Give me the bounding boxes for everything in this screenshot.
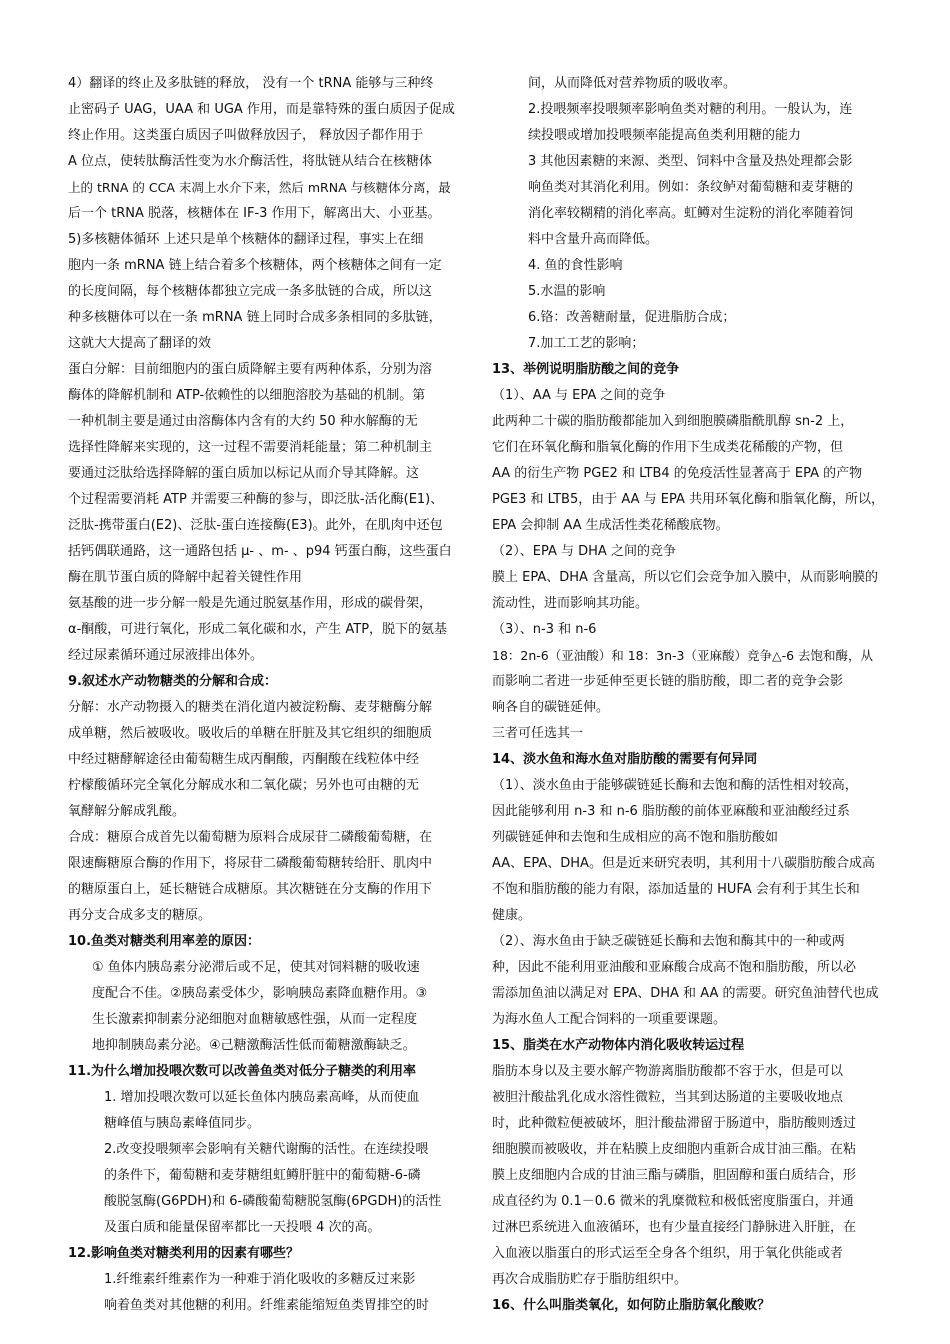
section-heading: 11.为什么增加投喂次数可以改善鱼类对低分子糖类的利用率 — [68, 1064, 417, 1079]
text-line: 种，因此不能利用亚油酸和亚麻酸合成高不饱和脂肪酸，所以必 — [492, 960, 857, 975]
text-line: AA、EPA、DHA。但是近来研究表明，其利用十八碳脂肪酸合成高 — [492, 856, 875, 871]
text-line: 再次合成脂肪贮存于脂肪组织中。 — [492, 1272, 688, 1287]
text-line: 糖峰值与胰岛素峰值同步。 — [104, 1116, 261, 1131]
text-line: 生长激素抑制素分泌细胞对血糖敏感性强，从而一定程度 — [92, 1012, 418, 1027]
text-line: 泛肽-携带蛋白(E2)、泛肽-蛋白连接酶(E3)。此外，在肌肉中还包 — [68, 518, 443, 533]
text-line: 选择性降解来实现的，这一过程不需要消耗能量；第二种机制主 — [68, 440, 433, 455]
text-line: 一种机制主要是通过由溶酶体内含有的大约 50 种水解酶的无 — [68, 414, 418, 429]
text-line: （1）、淡水鱼由于能够碳链延长酶和去饱和酶的活性相对较高， — [492, 778, 858, 793]
text-line: 4. 鱼的食性影响 — [528, 258, 623, 273]
text-line: 度配合不佳。②胰岛素受体少，影响胰岛素降血糖作用。③ — [92, 986, 428, 1001]
text-line: 续投喂或增加投喂频率能提高鱼类利用糖的能力 — [528, 128, 802, 143]
text-line: PGE3 和 LTB5，由于 AA 与 EPA 共用环氧化酶和脂氧化酶，所以， — [492, 492, 885, 507]
text-line: 料中含量升高而降低。 — [528, 232, 659, 247]
text-line: 止密码子 UAG，UAA 和 UGA 作用，而是靠特殊的蛋白质因子促成 — [68, 102, 455, 117]
section-heading: 10.鱼类对糖类利用率差的原因： — [68, 934, 261, 949]
text-line: 消化率较糊精的消化率高。虹鳟对生淀粉的消化率随着饲 — [528, 206, 854, 221]
text-line: 氨基酸的进一步分解一般是先通过脱氨基作用，形成的碳骨架， — [68, 596, 433, 611]
text-line: 而影响二者进一步延伸至更长链的脂肪酸，即二者的竞争会影 — [492, 674, 844, 689]
text-line: 氧酵解分解成乳酸。 — [68, 804, 186, 819]
text-line: 6.铬：改善糖耐量，促进脂肪合成； — [528, 310, 736, 325]
text-line: 5.水温的影响 — [528, 284, 606, 299]
text-line: （2）、EPA 与 DHA 之间的竞争 — [492, 544, 676, 559]
text-line: 7.加工工艺的影响； — [528, 336, 645, 351]
text-line: 成直径约为 0.1－0.6 微米的乳糜微粒和极低密度脂蛋白，并通 — [492, 1194, 854, 1209]
text-line: 响着鱼类对其他糖的利用。纤维素能缩短鱼类胃排空的时 — [104, 1298, 430, 1313]
text-line: 中经过糖酵解途径由葡萄糖生成丙酮酸，丙酮酸在线粒体中经 — [68, 752, 420, 767]
text-line: 2.改变投喂频率会影响有关糖代谢酶的活性。在连续投喂 — [104, 1142, 429, 1157]
section-heading: 16、什么叫脂类氧化，如何防止脂肪氧化酸败？ — [492, 1298, 771, 1313]
text-line: 为海水鱼人工配合饲料的一项重要课题。 — [492, 1012, 727, 1027]
text-line: 膜上皮细胞内合成的甘油三酯与磷脂，胆固醇和蛋白质结合，形 — [492, 1168, 857, 1183]
section-heading: 13、举例说明脂肪酸之间的竞争 — [492, 362, 680, 377]
text-line: （3）、n-3 和 n-6 — [492, 622, 597, 637]
text-line: 的糖原蛋白上，延长糖链合成糖原。其次糖链在分支酶的作用下 — [68, 882, 433, 897]
text-line: 合成：糖原合成首先以葡萄糖为原料合成尿苷二磷酸葡萄糖，在 — [68, 830, 433, 845]
section-heading: 14、淡水鱼和海水鱼对脂肪酸的需要有何异同 — [492, 752, 758, 767]
text-line: 地抑制胰岛素分泌。④己糖激酶活性低而葡糖激酶缺乏。 — [92, 1038, 416, 1053]
text-line: 酶在肌节蛋白质的降解中起着关键性作用 — [68, 570, 303, 585]
text-line: 流动性，进而影响其功能。 — [492, 596, 649, 611]
text-line: 成单糖，然后被吸收。吸收后的单糖在肝脏及其它组织的细胞质 — [68, 726, 433, 741]
section-heading: 15、脂类在水产动物体内消化吸收转运过程 — [492, 1038, 745, 1053]
text-line: 再分支合成多支的糖原。 — [68, 908, 212, 923]
text-line: 它们在环氧化酶和脂氧化酶的作用下生成类花稀酸的产物，但 — [492, 440, 844, 455]
text-line: 响鱼类对其消化利用。例如：条纹鲈对葡萄糖和麦芽糖的 — [528, 180, 854, 195]
text-line: 个过程需要消耗 ATP 并需要三种酶的参与，即泛肽-活化酶(E1)、 — [68, 492, 444, 507]
text-line: 18：2n-6（亚油酸）和 18：3n-3（亚麻酸）竞争△-6 去饱和酶，从 — [492, 648, 874, 663]
text-line: 过淋巴系统进入血液循环，也有少量直接经门静脉进入肝脏，在 — [492, 1220, 857, 1235]
text-line: 1. 增加投喂次数可以延长鱼体内胰岛素高峰，从而使血 — [104, 1090, 420, 1105]
text-line: α-酮酸，可进行氧化，形成二氧化碳和水，产生 ATP，脱下的氨基 — [68, 622, 448, 637]
text-line: （2）、海水鱼由于缺乏碳链延长酶和去饱和酶其中的一种或两 — [492, 934, 845, 949]
text-line: （1）、AA 与 EPA 之间的竞争 — [492, 388, 666, 403]
text-line: 胞内一条 mRNA 链上结合着多个核糖体，两个核糖体之间有一定 — [68, 258, 442, 273]
text-line: 终止作用。这类蛋白质因子叫做释放因子， 释放因子都作用于 — [68, 128, 424, 143]
text-line: 细胞膜而被吸收，并在粘膜上皮细胞内重新合成甘油三酯。在粘 — [492, 1142, 857, 1157]
text-line: 三者可任选其一 — [492, 726, 584, 741]
text-line: 响各自的碳链延伸。 — [492, 700, 610, 715]
text-line: 的条件下，葡萄糖和麦芽糖组虹鳟肝脏中的葡萄糖-6-磷 — [104, 1168, 421, 1183]
text-line: 入血液以脂蛋白的形式运至全身各个组织，用于氧化供能或者 — [492, 1246, 844, 1261]
text-line: 3 其他因素糖的来源、类型、饲料中含量及热处理都会影 — [528, 154, 853, 169]
text-line: 健康。 — [492, 908, 532, 923]
text-line: 时，此种微粒便被破坏，胆汁酸盐滞留于肠道中，脂肪酸则透过 — [492, 1116, 857, 1131]
text-line: 酸脱氢酶(G6PDH)和 6-磷酸葡萄糖脱氢酶(6PGDH)的活性 — [104, 1194, 442, 1209]
section-heading: 12.影响鱼类对糖类利用的因素有哪些？ — [68, 1246, 300, 1261]
text-line: 后一个 tRNA 脱落，核糖体在 IF-3 作用下，解离出大、小亚基。 — [68, 206, 441, 221]
text-line: 不饱和脂肪酸的能力有限，添加适量的 HUFA 会有利于其生长和 — [492, 882, 860, 897]
text-line: 脂肪本身以及主要水解产物游离脂肪酸都不容于水，但是可以 — [492, 1064, 844, 1079]
text-line: 柠檬酸循环完全氧化分解成水和二氧化碳；另外也可由糖的无 — [68, 778, 420, 793]
text-line: 4）翻译的终止及多肽链的释放， 没有一个 tRNA 能够与三种终 — [68, 76, 434, 91]
text-line: A 位点，使转肽酶活性变为水介酶活性，将肽链从结合在核糖体 — [68, 154, 433, 169]
text-line: 的长度间隔，每个核糖体都独立完成一条多肽链的合成，所以这 — [68, 284, 433, 299]
text-line: 分解：水产动物摄入的糖类在消化道内被淀粉酶、麦芽糖酶分解 — [68, 700, 433, 715]
text-line: 膜上 EPA、DHA 含量高，所以它们会竞争加入膜中，从而影响膜的 — [492, 570, 879, 585]
text-line: 列碳链延伸和去饱和生成相应的高不饱和脂肪酸如 — [492, 830, 779, 845]
text-line: 上的 tRNA 的 CCA 末凋上水介下来，然后 mRNA 与核糖体分离，最 — [68, 180, 451, 195]
text-line: 间，从而降低对营养物质的吸收率。 — [528, 76, 737, 91]
text-line: 经过尿素循环通过尿液排出体外。 — [68, 648, 264, 663]
text-line: 被胆汁酸盐乳化成水溶性微粒，当其到达肠道的主要吸收地点 — [492, 1090, 844, 1105]
text-line: 及蛋白质和能量保留率都比一天投喂 4 次的高。 — [104, 1220, 381, 1235]
text-line: 限速酶糖原合酶的作用下，将尿苷二磷酸葡萄糖转给肝、肌肉中 — [68, 856, 433, 871]
text-line: 因此能够利用 n-3 和 n-6 脂肪酸的前体亚麻酸和亚油酸经过系 — [492, 804, 850, 819]
text-line: 蛋白分解：目前细胞内的蛋白质降解主要有两种体系，分别为溶 — [68, 362, 433, 377]
text-line: 这就大大提高了翻译的效 — [68, 336, 212, 351]
text-line: EPA 会抑制 AA 生成活性类花稀酸底物。 — [492, 518, 729, 533]
text-line: 要通过泛肽给选择降解的蛋白质加以标记从而介导其降解。这 — [68, 466, 420, 481]
text-line: 2.投喂频率投喂频率影响鱼类对糖的利用。一般认为，连 — [528, 102, 853, 117]
text-line: ① 鱼体内胰岛素分泌滞后或不足，使其对饲料糖的吸收速 — [92, 960, 420, 975]
text-line: 1.纤维素纤维素作为一种难于消化吸收的多糖反过来影 — [104, 1272, 416, 1287]
text-line: AA 的衍生产物 PGE2 和 LTB4 的免疫活性显著高于 EPA 的产物 — [492, 466, 863, 481]
text-line: 括钙偶联通路，这一通路包括 μ- 、m- 、p94 钙蛋白酶，这些蛋白 — [68, 544, 452, 559]
text-line: 需添加鱼油以满足对 EPA、DHA 和 AA 的需要。研究鱼油替代也成 — [492, 986, 879, 1001]
text-line: 种多核糖体可以在一条 mRNA 链上同时合成多条相同的多肽链， — [68, 310, 442, 325]
text-line: 此两种二十碳的脂肪酸都能加入到细胞膜磷脂酰肌醇 sn-2 上， — [492, 414, 854, 429]
text-line: 5)多核糖体循环 上述只是单个核糖体的翻译过程，事实上在细 — [68, 232, 424, 247]
section-heading: 9.叙述水产动物糖类的分解和合成： — [68, 674, 277, 689]
text-line: 酶体的降解机制和 ATP-依赖性的以细胞溶胶为基础的机制。第 — [68, 388, 426, 403]
